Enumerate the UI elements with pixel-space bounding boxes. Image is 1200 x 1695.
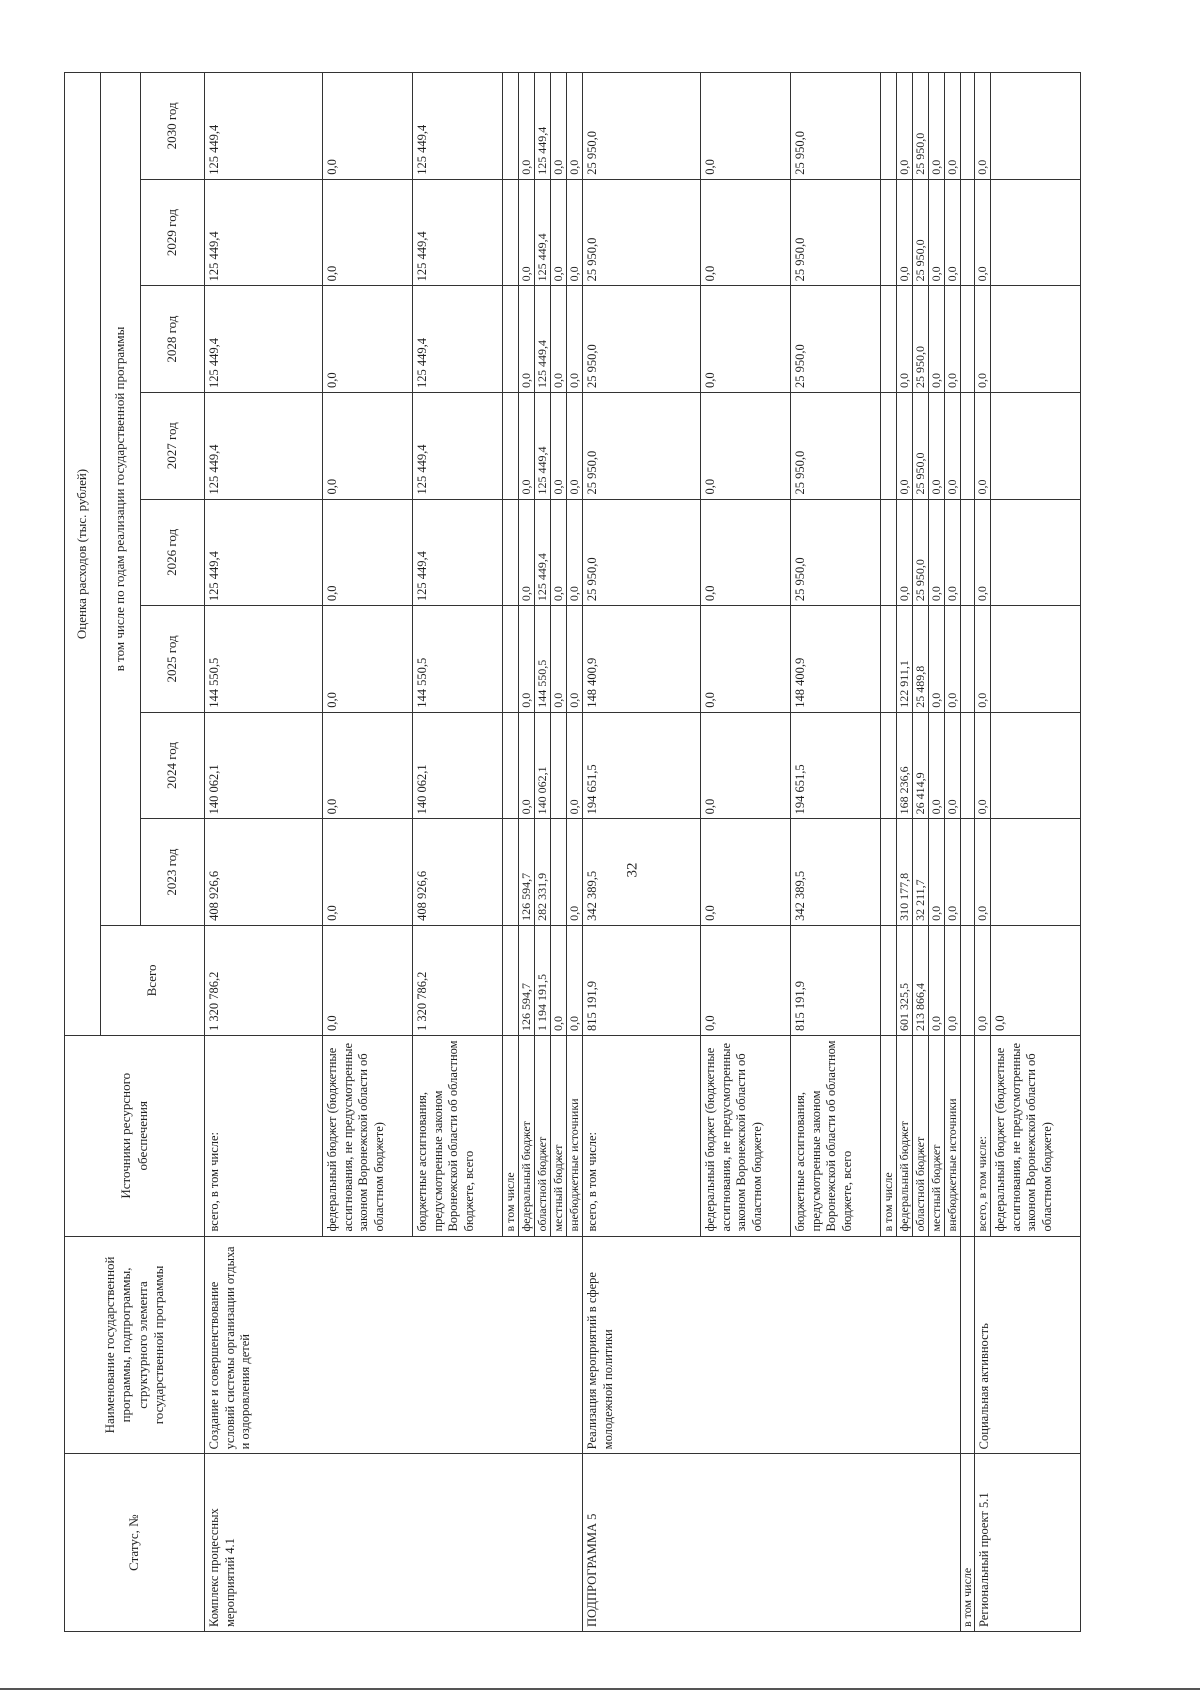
row-value: 0,0: [929, 606, 945, 713]
row-value: 25 950,0: [913, 392, 929, 499]
row-value: 125 449,4: [205, 286, 323, 393]
row-value: 32 211,7: [913, 819, 929, 926]
row-value: 0,0: [975, 606, 991, 713]
row-total: 0,0: [323, 925, 413, 1035]
row-total: 0,0: [551, 925, 567, 1035]
row-total: 1 320 786,2: [205, 925, 323, 1035]
row-value: [991, 606, 1081, 713]
row-value: [503, 499, 519, 606]
row-value: 26 414,9: [913, 712, 929, 819]
header-year: 2024 год: [141, 712, 205, 819]
row-value: 0,0: [519, 179, 535, 286]
row-value: 0,0: [975, 179, 991, 286]
empty-cell: [961, 73, 975, 180]
row-value: 125 449,4: [205, 499, 323, 606]
row-source: федеральный бюджет: [897, 1035, 913, 1236]
row-value: [991, 499, 1081, 606]
row-value: 125 449,4: [535, 499, 551, 606]
table-row: [205, 73, 323, 1632]
row-name: Социальная активность: [975, 1236, 1081, 1454]
row-value: 194 651,5: [583, 712, 701, 819]
row-value: 0,0: [567, 73, 583, 180]
header-year: 2030 год: [141, 73, 205, 180]
row-value: 25 950,0: [791, 286, 881, 393]
row-value: 0,0: [945, 392, 961, 499]
row-value: 0,0: [519, 606, 535, 713]
row-value: 0,0: [323, 819, 413, 926]
row-value: 126 594,7: [519, 819, 535, 926]
row-source: всего, в том числе:: [205, 1035, 323, 1236]
header-year: 2027 год: [141, 392, 205, 499]
row-value: 0,0: [519, 499, 535, 606]
row-value: 0,0: [701, 606, 791, 713]
row-value: 0,0: [975, 73, 991, 180]
row-total: 0,0: [991, 925, 1081, 1035]
row-total: 126 594,7: [519, 925, 535, 1035]
row-value: 144 550,5: [413, 606, 503, 713]
row-in-that-number: в том числе: [961, 1454, 975, 1632]
row-value: 310 177,8: [897, 819, 913, 926]
row-value: 25 950,0: [913, 179, 929, 286]
empty-cell: [961, 925, 975, 1035]
row-value: [881, 286, 897, 393]
table-row: [975, 73, 991, 1632]
row-value: 0,0: [975, 712, 991, 819]
header-year: 2026 год: [141, 499, 205, 606]
row-value: 0,0: [945, 606, 961, 713]
header-by-years: в том числе по годам реализации государственной программы: [101, 73, 141, 926]
page-number: 32: [624, 862, 641, 878]
row-source: всего, в том числе:: [975, 1035, 991, 1236]
row-value: [991, 819, 1081, 926]
row-value: 168 236,6: [897, 712, 913, 819]
row-value: 148 400,9: [791, 606, 881, 713]
row-value: 0,0: [567, 606, 583, 713]
row-value: [991, 392, 1081, 499]
row-source: областной бюджет: [535, 1035, 551, 1236]
row-value: 25 950,0: [583, 73, 701, 180]
row-value: 0,0: [929, 73, 945, 180]
row-value: 0,0: [975, 819, 991, 926]
table-row: [961, 73, 975, 1632]
row-value: 125 449,4: [535, 179, 551, 286]
row-value: 140 062,1: [413, 712, 503, 819]
empty-cell: [961, 1035, 975, 1236]
row-source: всего, в том числе:: [583, 1035, 701, 1236]
header-estimate: Оценка расходов (тыс. рублей): [65, 73, 101, 1036]
row-source: бюджетные ассигнования, предусмотренные законом Воронежской области об областном бюджете, всего: [791, 1035, 881, 1236]
row-value: 125 449,4: [413, 286, 503, 393]
row-value: 144 550,5: [205, 606, 323, 713]
row-value: 0,0: [567, 499, 583, 606]
row-value: [503, 286, 519, 393]
row-value: 408 926,6: [205, 819, 323, 926]
empty-cell: [961, 179, 975, 286]
row-value: 25 950,0: [913, 73, 929, 180]
row-value: 140 062,1: [535, 712, 551, 819]
row-value: 342 389,5: [583, 819, 701, 926]
row-value: 0,0: [323, 179, 413, 286]
row-value: 125 449,4: [413, 392, 503, 499]
row-value: 125 449,4: [205, 179, 323, 286]
row-total: 0,0: [945, 925, 961, 1035]
row-value: 0,0: [929, 499, 945, 606]
row-value: 144 550,5: [535, 606, 551, 713]
row-value: [503, 392, 519, 499]
rotated-table-container: [64, 72, 1092, 1632]
row-total: [881, 925, 897, 1035]
row-value: 0,0: [701, 819, 791, 926]
row-value: 0,0: [945, 286, 961, 393]
row-value: [503, 179, 519, 286]
row-value: 0,0: [929, 179, 945, 286]
row-value: [551, 819, 567, 926]
row-value: 0,0: [897, 499, 913, 606]
row-value: 140 062,1: [205, 712, 323, 819]
row-value: 408 926,6: [413, 819, 503, 926]
row-value: 125 449,4: [535, 286, 551, 393]
row-value: 125 449,4: [205, 73, 323, 180]
header-sources: Источники ресурсного обеспечения: [65, 1035, 205, 1236]
header-year: 2025 год: [141, 606, 205, 713]
row-source: внебюджетные источники: [945, 1035, 961, 1236]
row-value: [551, 712, 567, 819]
row-value: 0,0: [323, 392, 413, 499]
row-value: 0,0: [551, 606, 567, 713]
row-total: 213 866,4: [913, 925, 929, 1035]
row-value: 0,0: [567, 392, 583, 499]
empty-cell: [961, 1236, 975, 1454]
row-source: федеральный бюджет (бюджетные ассигнования, не предусмотренные законом Воронежской области об областном бюджете): [323, 1035, 413, 1236]
row-value: 0,0: [551, 286, 567, 393]
row-value: 0,0: [323, 73, 413, 180]
row-value: 0,0: [323, 712, 413, 819]
row-value: 0,0: [701, 712, 791, 819]
header-year: 2023 год: [141, 819, 205, 926]
row-value: 0,0: [551, 499, 567, 606]
row-value: 0,0: [519, 73, 535, 180]
row-value: 25 950,0: [791, 73, 881, 180]
row-value: 0,0: [897, 286, 913, 393]
row-total: 0,0: [567, 925, 583, 1035]
row-value: 25 950,0: [791, 499, 881, 606]
row-value: 0,0: [519, 286, 535, 393]
row-value: 0,0: [929, 392, 945, 499]
row-value: 0,0: [323, 499, 413, 606]
row-status: Региональный проект 5.1: [975, 1454, 1081, 1632]
header-name: Наименование государственной программы, подпрограммы, структурного элемента государственной программы: [65, 1236, 205, 1454]
row-value: 125 449,4: [205, 392, 323, 499]
row-value: 125 449,4: [413, 499, 503, 606]
row-value: 25 950,0: [583, 499, 701, 606]
row-value: [991, 712, 1081, 819]
row-name: Создание и совершенствование условий системы организации отдыха и оздоровления детей: [205, 1236, 583, 1454]
empty-cell: [961, 392, 975, 499]
page-bottom-edge: [0, 1688, 1200, 1690]
empty-cell: [961, 499, 975, 606]
row-value: 0,0: [701, 179, 791, 286]
row-total: [503, 925, 519, 1035]
row-value: 0,0: [701, 499, 791, 606]
row-source: местный бюджет: [929, 1035, 945, 1236]
row-value: 0,0: [551, 179, 567, 286]
row-value: 0,0: [897, 392, 913, 499]
row-source: федеральный бюджет (бюджетные ассигнования, не предусмотренные законом Воронежской области об областном бюджете): [701, 1035, 791, 1236]
empty-cell: [961, 819, 975, 926]
header-total: Всего: [101, 925, 205, 1035]
row-source: бюджетные ассигнования, предусмотренные законом Воронежской области об областном бюджете, всего: [413, 1035, 503, 1236]
row-value: 194 651,5: [791, 712, 881, 819]
row-total: 1 320 786,2: [413, 925, 503, 1035]
row-value: 282 331,9: [535, 819, 551, 926]
row-value: 0,0: [929, 286, 945, 393]
row-value: 0,0: [701, 286, 791, 393]
row-value: [881, 179, 897, 286]
row-value: 0,0: [551, 73, 567, 180]
row-value: 0,0: [929, 712, 945, 819]
row-total: 601 325,5: [897, 925, 913, 1035]
row-value: 0,0: [945, 712, 961, 819]
row-total: 815 191,9: [791, 925, 881, 1035]
row-value: 0,0: [945, 499, 961, 606]
row-value: 0,0: [945, 73, 961, 180]
row-value: 0,0: [945, 819, 961, 926]
row-value: 0,0: [975, 392, 991, 499]
row-value: 0,0: [567, 712, 583, 819]
row-value: 0,0: [567, 819, 583, 926]
header-status: Статус, №: [65, 1454, 205, 1632]
empty-cell: [961, 712, 975, 819]
row-value: [881, 392, 897, 499]
row-value: 0,0: [975, 286, 991, 393]
row-value: 125 449,4: [413, 179, 503, 286]
row-value: [503, 712, 519, 819]
row-status: Комплекс процессных мероприятий 4.1: [205, 1454, 583, 1632]
row-value: 0,0: [519, 712, 535, 819]
row-value: 0,0: [701, 392, 791, 499]
empty-cell: [961, 286, 975, 393]
row-value: 0,0: [701, 73, 791, 180]
row-source: федеральный бюджет (бюджетные ассигнования, не предусмотренные законом Воронежской области об областном бюджете): [991, 1035, 1081, 1236]
row-value: [503, 73, 519, 180]
row-value: 25 950,0: [583, 286, 701, 393]
row-value: [503, 606, 519, 713]
row-value: 25 950,0: [913, 499, 929, 606]
row-total: 815 191,9: [583, 925, 701, 1035]
table-row: [583, 73, 701, 1632]
row-value: [881, 499, 897, 606]
row-value: 0,0: [323, 606, 413, 713]
header-year: 2029 год: [141, 179, 205, 286]
row-value: 148 400,9: [583, 606, 701, 713]
row-value: [881, 819, 897, 926]
row-value: [991, 286, 1081, 393]
row-value: 125 449,4: [535, 392, 551, 499]
row-value: 125 449,4: [413, 73, 503, 180]
row-value: [881, 712, 897, 819]
row-name: Реализация мероприятий в сфере молодежной политики: [583, 1236, 961, 1454]
row-value: 0,0: [519, 392, 535, 499]
row-value: [881, 73, 897, 180]
row-value: 25 950,0: [791, 179, 881, 286]
row-value: 0,0: [567, 286, 583, 393]
row-value: 125 449,4: [535, 73, 551, 180]
row-source: внебюджетные источники: [567, 1035, 583, 1236]
row-source: областной бюджет: [913, 1035, 929, 1236]
row-total: 1 194 191,5: [535, 925, 551, 1035]
expenditure-table: [64, 72, 1081, 1632]
row-value: 25 950,0: [583, 179, 701, 286]
row-value: 122 911,1: [897, 606, 913, 713]
row-value: 25 950,0: [583, 392, 701, 499]
row-source: в том числе: [881, 1035, 897, 1236]
row-value: 342 389,5: [791, 819, 881, 926]
row-total: 0,0: [701, 925, 791, 1035]
header-year: 2028 год: [141, 286, 205, 393]
row-source: в том числе: [503, 1035, 519, 1236]
row-total: 0,0: [929, 925, 945, 1035]
row-value: 0,0: [567, 179, 583, 286]
row-total: 0,0: [975, 925, 991, 1035]
row-value: 25 489,8: [913, 606, 929, 713]
row-value: [881, 606, 897, 713]
row-value: 0,0: [323, 286, 413, 393]
row-value: 25 950,0: [913, 286, 929, 393]
row-value: 0,0: [551, 392, 567, 499]
row-source: местный бюджет: [551, 1035, 567, 1236]
row-value: 0,0: [945, 179, 961, 286]
row-value: 25 950,0: [791, 392, 881, 499]
row-value: 0,0: [975, 499, 991, 606]
row-status: ПОДПРОГРАММА 5: [583, 1454, 961, 1632]
row-value: [991, 73, 1081, 180]
row-source: федеральный бюджет: [519, 1035, 535, 1236]
row-value: [991, 179, 1081, 286]
row-value: 0,0: [897, 179, 913, 286]
empty-cell: [961, 606, 975, 713]
row-value: [503, 819, 519, 926]
row-value: 0,0: [929, 819, 945, 926]
row-value: 0,0: [897, 73, 913, 180]
